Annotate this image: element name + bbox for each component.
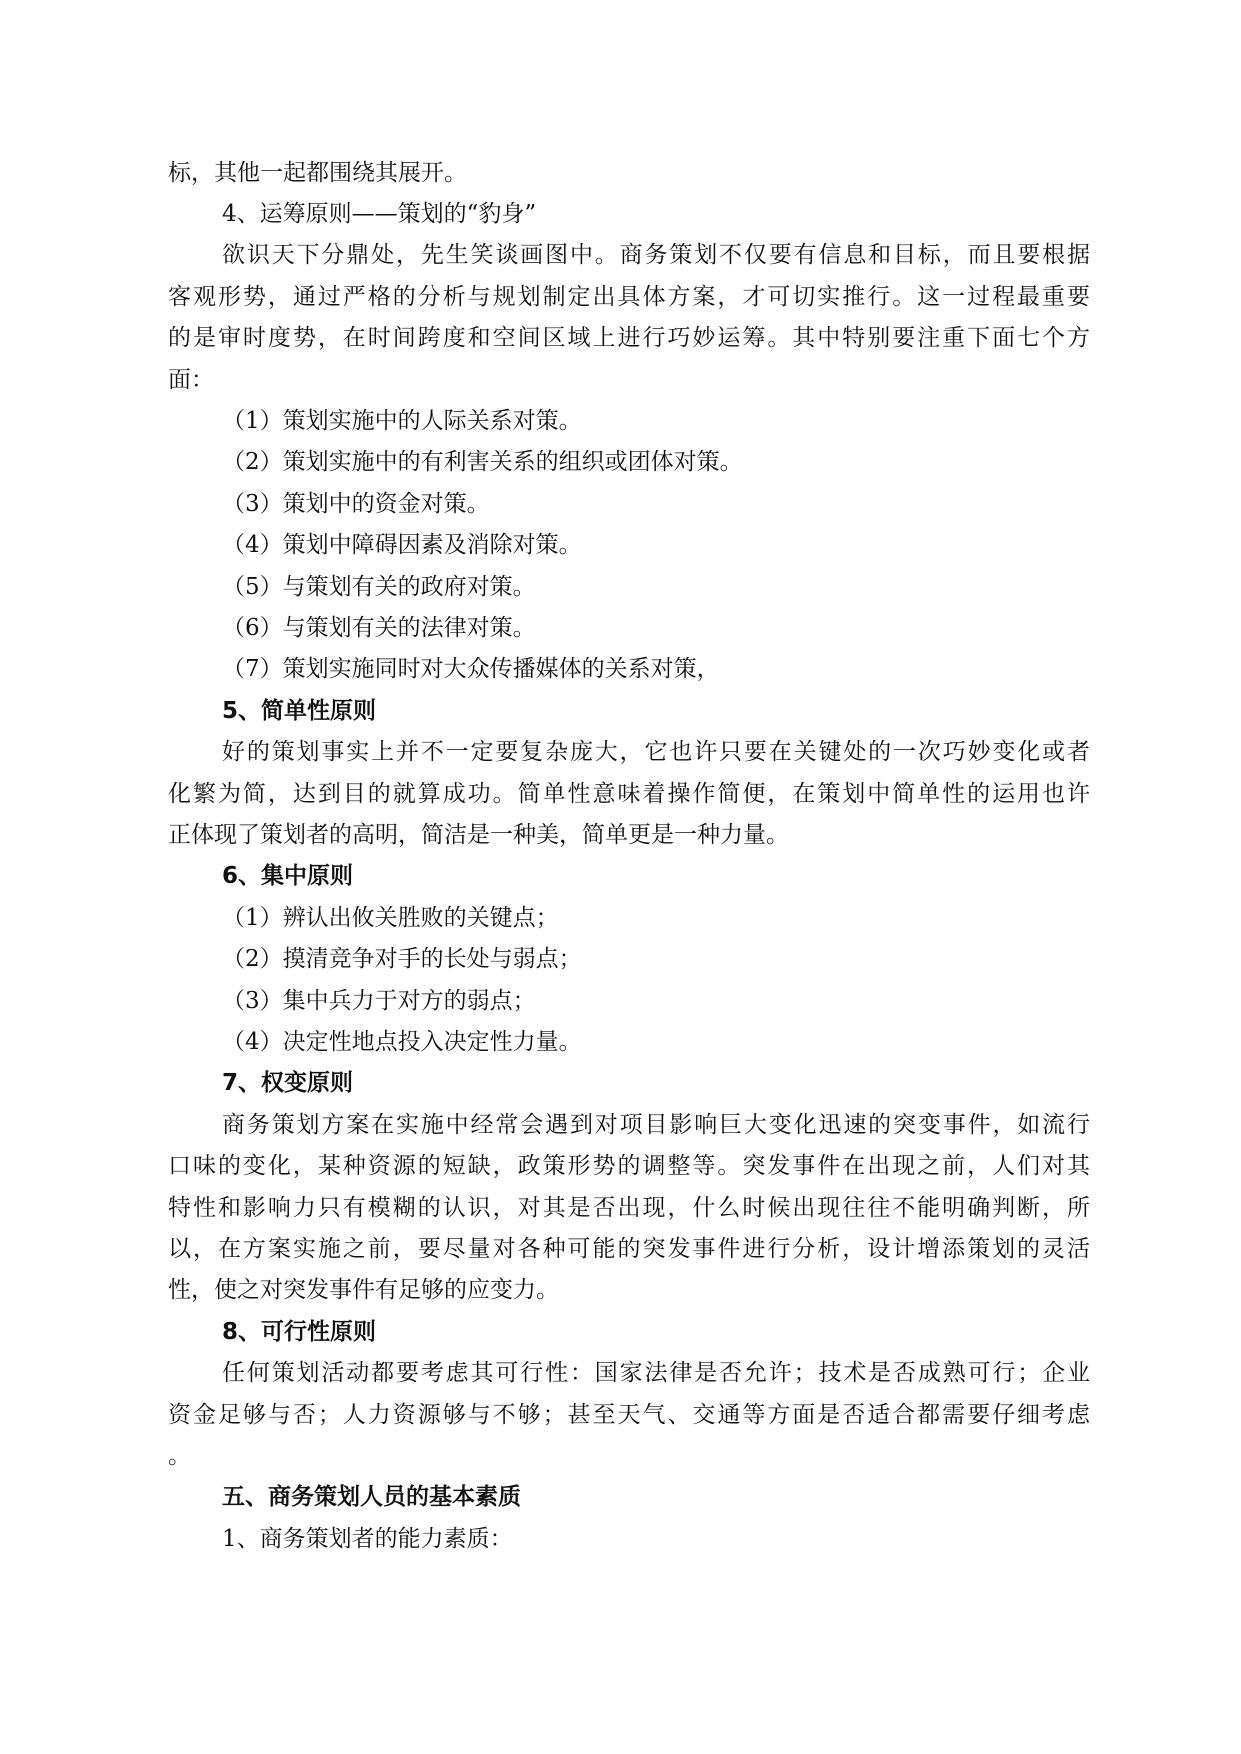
section-heading: 5、简单性原则: [222, 698, 377, 724]
section-heading: 8、可行性原则: [222, 1319, 377, 1345]
paragraph-line: 资金足够与否；人力资源够与不够；甚至天气、交通等方面是否适合都需要仔细考虑: [168, 1402, 1090, 1428]
paragraph-line: 性，使之对突发事件有足够的应变力。: [168, 1277, 559, 1303]
subsection-heading: 4、运筹原则——策划的“豹身”: [222, 201, 537, 227]
list-item: （4）策划中障碍因素及消除对策。: [222, 532, 582, 558]
section-heading: 7、权变原则: [222, 1070, 354, 1096]
paragraph-line: 。: [168, 1443, 191, 1469]
paragraph-line: 欲识天下分鼎处，先生笑谈画图中。商务策划不仅要有信息和目标，而且要根据: [222, 242, 1090, 268]
list-item: （2）摸清竞争对手的长处与弱点；: [222, 946, 582, 972]
list-item: （5）与策划有关的政府对策。: [222, 574, 536, 600]
paragraph-line: 化繁为简，达到目的就算成功。简单性意味着操作简便，在策划中简单性的运用也许: [168, 781, 1090, 807]
list-item: （3）策划中的资金对策。: [222, 491, 490, 517]
paragraph-line: 面：: [168, 367, 214, 393]
list-item: （6）与策划有关的法律对策。: [222, 615, 536, 641]
section-heading: 6、集中原则: [222, 863, 354, 889]
paragraph-line: 商务策划方案在实施中经常会遇到对项目影响巨大变化迅速的突变事件，如流行: [222, 1112, 1090, 1138]
list-item: （3）集中兵力于对方的弱点；: [222, 988, 536, 1014]
list-item: （1）策划实施中的人际关系对策。: [222, 408, 582, 434]
paragraph-line: 特性和影响力只有模糊的认识，对其是否出现，什么时候出现往往不能明确判断，所: [168, 1195, 1090, 1221]
list-item: （4）决定性地点投入决定性力量。: [222, 1029, 582, 1055]
paragraph-line: 口味的变化，某种资源的短缺，政策形势的调整等。突发事件在出现之前，人们对其: [168, 1153, 1090, 1179]
paragraph-line: 的是审时度势，在时间跨度和空间区域上进行巧妙运筹。其中特别要注重下面七个方: [168, 325, 1090, 351]
paragraph-line: 任何策划活动都要考虑其可行性：国家法律是否允许；技术是否成熟可行；企业: [222, 1360, 1090, 1386]
chapter-heading: 五、商务策划人员的基本素质: [222, 1484, 521, 1510]
paragraph-line: 好的策划事实上并不一定要复杂庞大，它也许只要在关键处的一次巧妙变化或者: [222, 739, 1090, 765]
paragraph-line: 正体现了策划者的高明，简洁是一种美，简单更是一种力量。: [168, 822, 789, 848]
paragraph-line: 客观形势，通过严格的分析与规划制定出具体方案，才可切实推行。这一过程最重要: [168, 284, 1090, 310]
paragraph-line: 以，在方案实施之前，要尽量对各种可能的突发事件进行分析，设计增添策划的灵活: [168, 1236, 1090, 1262]
list-item: （2）策划实施中的有利害关系的组织或团体对策。: [222, 449, 743, 475]
list-item: （7）策划实施同时对大众传播媒体的关系对策，: [222, 656, 720, 682]
subsection-heading: 1、商务策划者的能力素质：: [222, 1526, 513, 1552]
list-item: （1）辨认出攸关胜败的关键点；: [222, 905, 559, 931]
paragraph-line: 标，其他一起都围绕其展开。: [168, 160, 467, 186]
